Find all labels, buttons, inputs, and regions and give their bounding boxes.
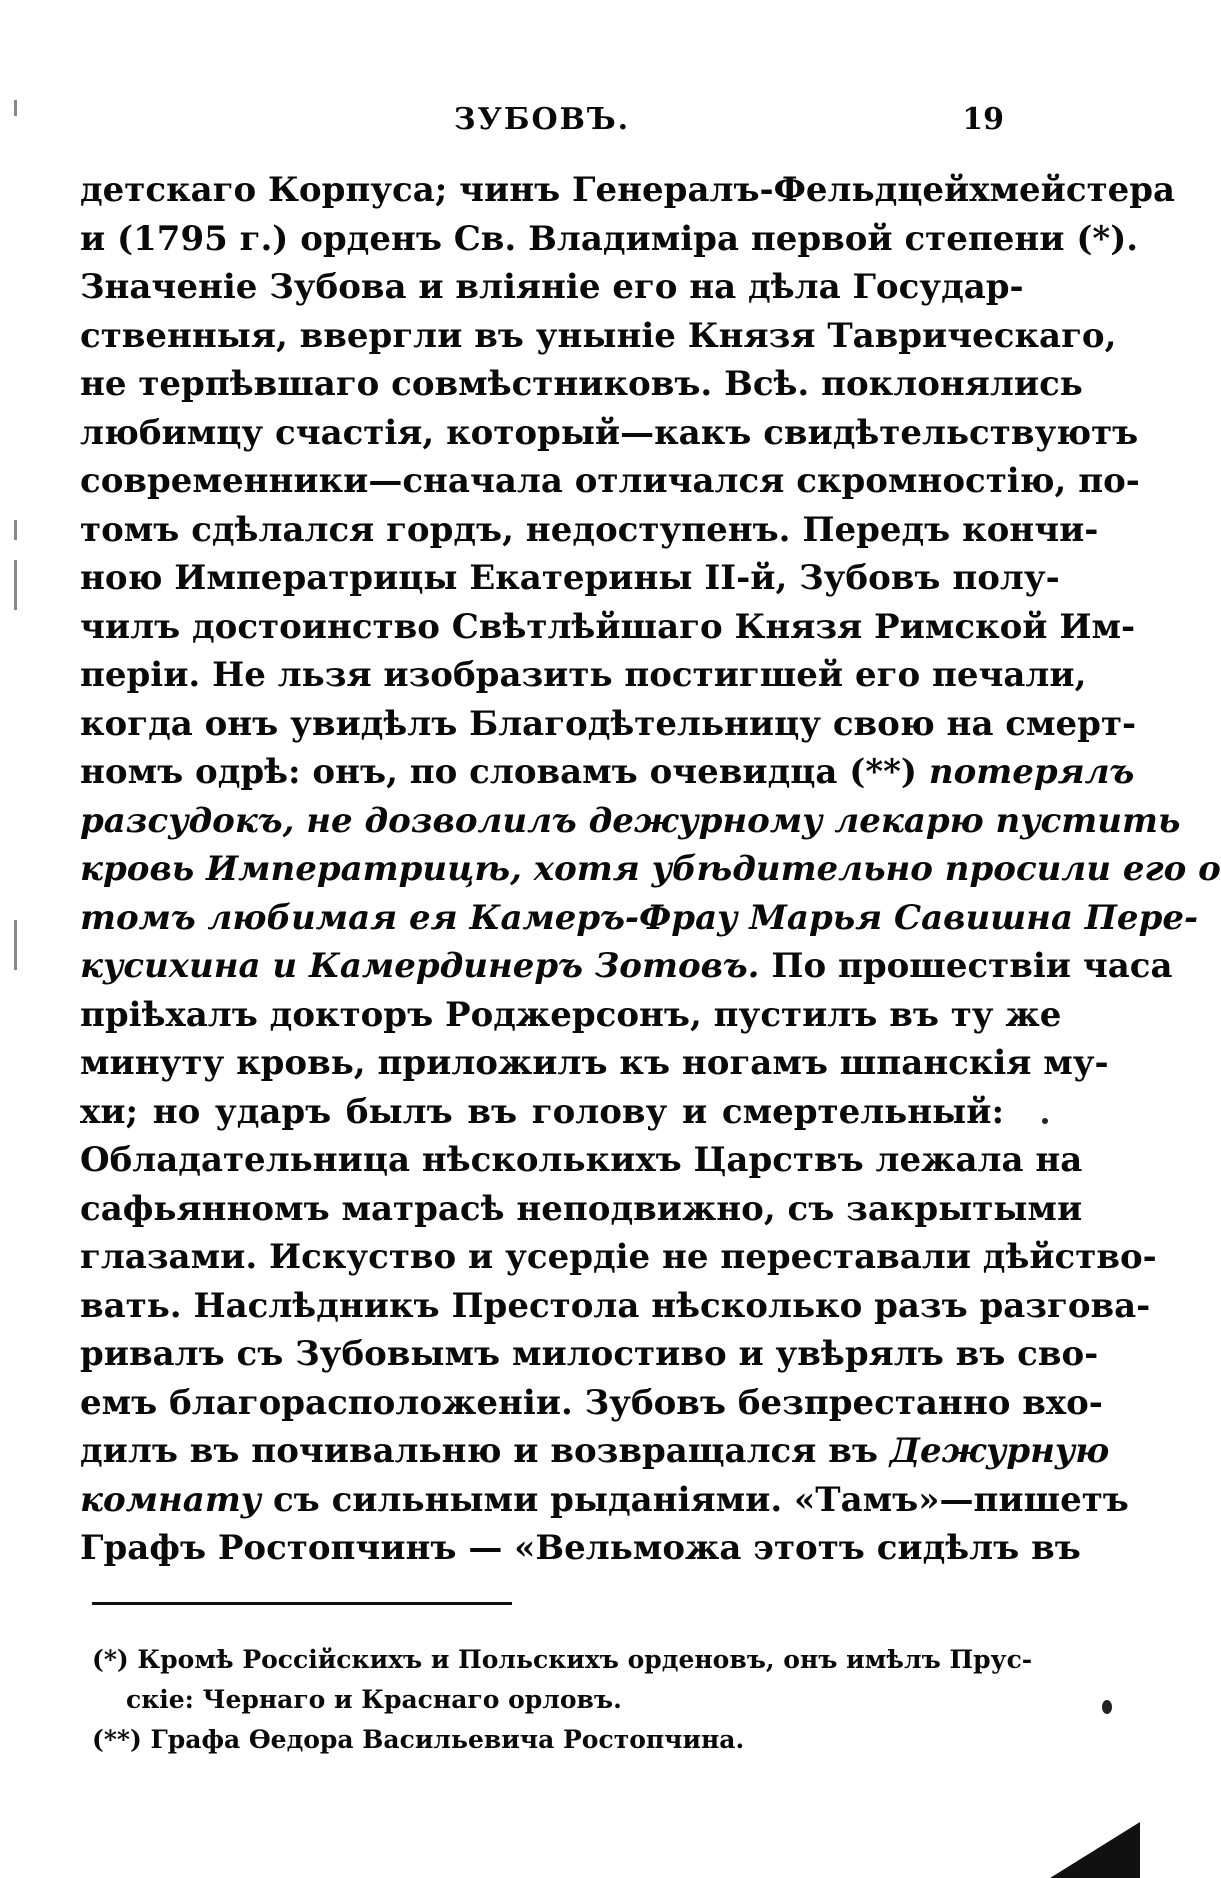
- text-line: [80, 603, 1136, 652]
- text-line: [80, 1282, 1151, 1331]
- body-text: [80, 166, 1221, 1573]
- footnote-line: (**) Графа Ѳедора Васильевича Ростопчина.: [92, 1725, 745, 1754]
- text-segment: емъ благорасположеніи. Зубовъ безпрестанно вхо-: [80, 1382, 1103, 1423]
- text-segment: комнату: [80, 1479, 262, 1520]
- text-segment: разсудокъ, не дозволилъ дежурному лекарю пустить: [80, 800, 1181, 841]
- margin-mark: [14, 520, 17, 540]
- text-segment: минуту кровь, приложилъ къ ногамъ шпанскія му-: [80, 1043, 1109, 1083]
- footnote-separator: [92, 1602, 512, 1605]
- text-line: [80, 554, 1060, 603]
- text-line: [80, 1476, 1129, 1525]
- text-line: [80, 1330, 1099, 1379]
- text-segment: томъ любимая ея Камеръ-Фрау Марья Савишна Пере-: [80, 897, 1199, 938]
- speck: [1042, 1118, 1048, 1124]
- footnote-line: (*) Кромѣ Россійскихъ и Польскихъ орденовъ, онъ имѣлъ Прус-: [92, 1645, 1033, 1674]
- text-segment: потерялъ: [928, 752, 1135, 792]
- text-line: [80, 1233, 1157, 1282]
- margin-mark: [14, 560, 17, 610]
- text-segment: періи. Не льзя изобразить постигшей его печали,: [80, 655, 1087, 695]
- text-line: [80, 797, 1181, 846]
- text-segment: Дежурную: [889, 1431, 1110, 1471]
- text-line: [80, 1524, 1081, 1573]
- text-line: [80, 942, 1173, 991]
- text-line: [80, 700, 1137, 749]
- text-line: [80, 1185, 1083, 1234]
- footnotes: [92, 1640, 1033, 1760]
- text-line: [80, 263, 1024, 312]
- footnote-line: скіе: Чернаго и Краснаго орловъ.: [126, 1685, 622, 1714]
- text-segment: современники—сначала отличался скромностію, по-: [80, 461, 1140, 501]
- text-segment: По прошествіи часа: [771, 946, 1173, 986]
- text-segment: номъ одрѣ: онъ, по словамъ очевидца (**): [80, 752, 929, 792]
- text-segment: Обладательница нѣсколькихъ Царствъ лежала на: [80, 1140, 1083, 1180]
- text-segment: пріѣхалъ докторъ Роджерсонъ, пустилъ въ ту же: [80, 994, 1062, 1035]
- ink-blot: [1050, 1822, 1140, 1878]
- margin-mark: [14, 920, 17, 970]
- text-line: [80, 506, 1099, 555]
- text-line: [80, 845, 1221, 894]
- page-header: [80, 102, 1004, 142]
- text-segment: дилъ въ почивальню и возвращался въ: [80, 1431, 890, 1471]
- text-line: [80, 651, 1087, 700]
- text-segment: Значеніе Зубова и вліяніе его на дѣла Государ-: [80, 267, 1024, 307]
- text-line: [80, 215, 1139, 264]
- text-line: [80, 360, 1083, 409]
- text-segment: и (1795 г.) орденъ Св. Владиміра первой степени (*).: [80, 218, 1139, 259]
- text-segment: глазами. Искуство и усердіе не переставали дѣйство-: [80, 1237, 1157, 1277]
- text-line: [80, 1088, 1004, 1137]
- text-line: [80, 457, 1140, 506]
- speck: [1102, 1700, 1112, 1714]
- text-segment: Графъ Ростопчинъ — «Вельможа этотъ сидѣлъ въ: [80, 1528, 1081, 1568]
- text-segment: когда онъ увидѣлъ Благодѣтельницу свою на смерт-: [80, 703, 1137, 744]
- margin-mark: [14, 100, 17, 116]
- text-line: [80, 1136, 1083, 1185]
- text-segment: любимцу счастія, который—какъ свидѣтельствуютъ: [80, 412, 1139, 453]
- text-segment: хи; но ударъ былъ въ голову и смертельный:: [80, 1091, 1004, 1132]
- page-number: 19: [962, 102, 1004, 137]
- running-title: ЗУБОВЪ.: [453, 102, 631, 137]
- text-segment: детскаго Корпуса; чинъ Генералъ-Фельдцейхмейстера: [80, 170, 1176, 210]
- text-line: [80, 1379, 1103, 1428]
- text-line: [80, 312, 1117, 361]
- text-line: [80, 1427, 1110, 1476]
- text-line: [80, 894, 1199, 943]
- text-line: [80, 166, 1176, 215]
- text-line: [80, 748, 1135, 797]
- text-segment: ривалъ съ Зубовымъ милостиво и увѣрялъ въ сво-: [80, 1334, 1099, 1374]
- text-line: [80, 991, 1062, 1040]
- text-segment: ною Императрицы Екатерины II-й, Зубовъ полу-: [80, 558, 1060, 598]
- text-segment: кровь Императрицѣ, хотя убѣдительно просили его о: [80, 849, 1221, 889]
- text-line: [80, 1039, 1109, 1088]
- text-segment: сафьянномъ матрасѣ неподвижно, съ закрытыми: [80, 1188, 1083, 1229]
- text-segment: ственныя, ввергли въ уныніе Князя Таврическаго,: [80, 315, 1117, 356]
- text-segment: чилъ достоинство Свѣтлѣйшаго Князя Римской Им-: [80, 606, 1136, 647]
- text-segment: кусихина и Камердинеръ Зотовъ.: [80, 946, 772, 986]
- text-segment: съ сильными рыданіями. «Тамъ»—пишетъ: [261, 1479, 1129, 1520]
- text-segment: томъ сдѣлался гордъ, недоступенъ. Передъ кончи-: [80, 509, 1099, 550]
- text-segment: вать. Наслѣдникъ Престола нѣсколько разъ разгова-: [80, 1285, 1151, 1326]
- text-line: [80, 409, 1139, 458]
- text-segment: не терпѣвшаго совмѣстниковъ. Всѣ. поклонялись: [80, 364, 1083, 404]
